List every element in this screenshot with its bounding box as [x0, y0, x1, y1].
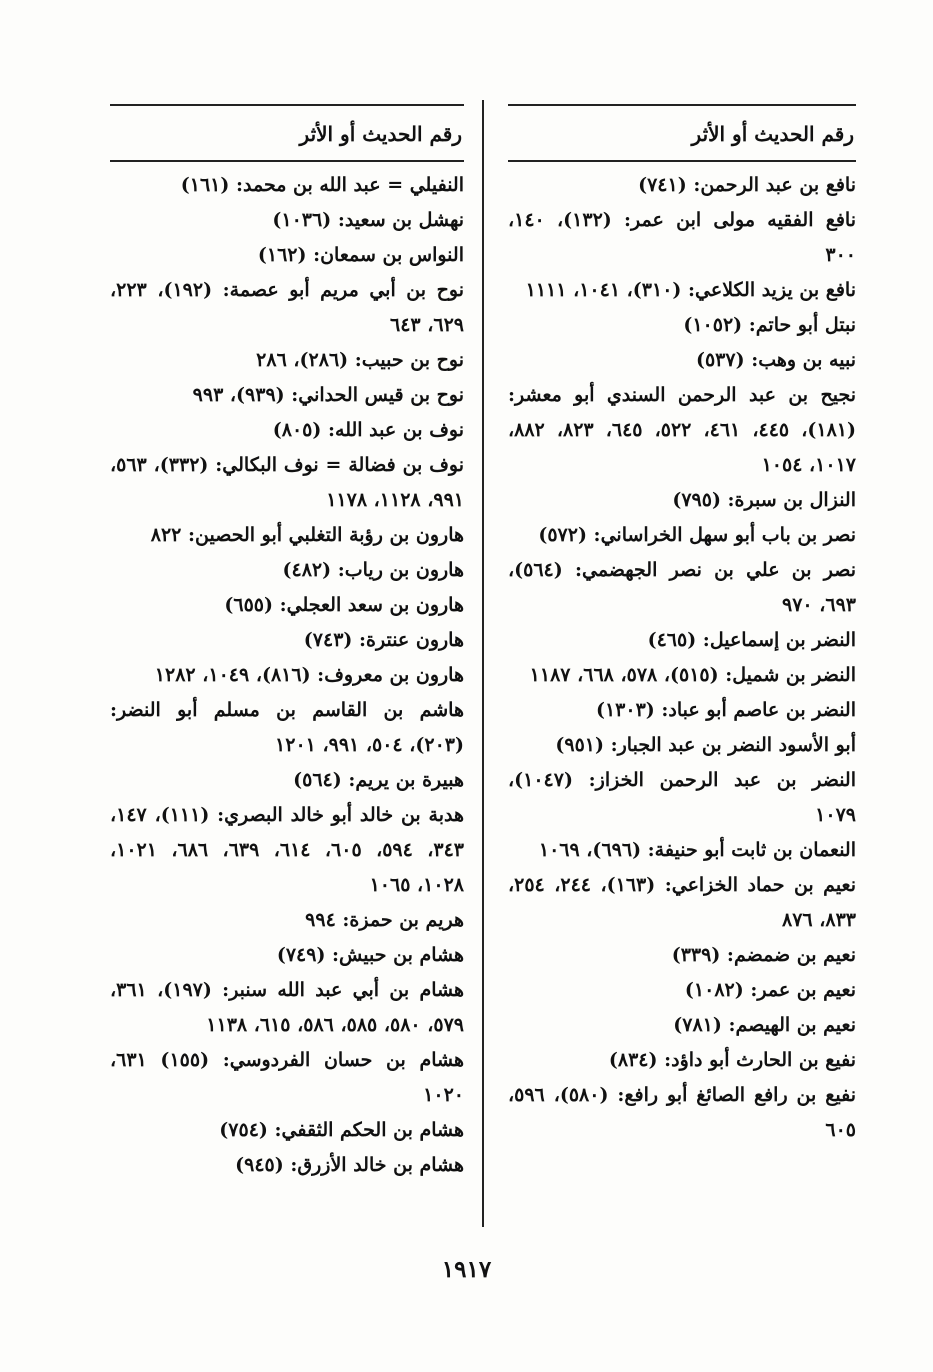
index-entry: نبتل أبو حاتم: (١٠٥٢) [683, 314, 856, 336]
index-entry: نوح بن قيس الحداني: (٩٣٩)، ٩٩٣ [192, 384, 464, 406]
index-entry: هارون عنترة: (٧٤٣) [303, 629, 464, 651]
index-entry: نعيم بن عمر: (١٠٨٢) [684, 979, 856, 1001]
index-entry: هاشم بن القاسم بن مسلم أبو النضر: (٢٠٣)، ٥٠٤، ٩٩١، ١٢٠١ [110, 699, 464, 756]
left-column [110, 100, 464, 1183]
index-entry: هشام بن خالد الأزرق: (٩٤٥) [235, 1154, 464, 1176]
right-column [508, 100, 856, 1148]
index-entry: نوف بن عبد الله: (٨٠٥) [272, 419, 464, 441]
index-entry: نوح بن حبيب: (٢٨٦)، ٢٨٦ [256, 349, 464, 371]
index-entry: نافع بن يزيد الكلاعي: (٣١٠)، ١٠٤١، ١١١١ [525, 279, 856, 301]
index-entry: نعيم بن الهيصم: (٧٨١) [673, 1014, 856, 1036]
index-entry: نهشل بن سعيد: (١٠٣٦) [272, 209, 464, 231]
left-entries [110, 168, 464, 1183]
index-entry: هبيرة بن يريم: (٥٦٤) [293, 769, 464, 791]
index-entry: هارون بن سعد العجلي: (٦٥٥) [224, 594, 464, 616]
index-entry: هارون بن معروف: (٨١٦)، ١٠٤٩، ١٢٨٢ [154, 664, 464, 686]
index-entry: نوف بن فضالة = نوف البكالي: (٣٣٢)، ٥٦٣، ٩٩١، ١١٢٨، ١١٧٨ [110, 454, 464, 511]
index-entry: نعيم بن ضمضم: (٣٣٩) [671, 944, 856, 966]
right-entries [508, 168, 856, 1148]
index-entry: نافع الفقيه مولى ابن عمر: (١٣٢)، ١٤٠، ٣٠٠ [508, 209, 856, 266]
index-entry: نبيه بن وهب: (٥٣٧) [695, 349, 856, 371]
index-entry: النعمان بن ثابت أبو حنيفة: (٦٩٦)، ١٠٦٩ [538, 839, 856, 861]
index-entry: هشام بن حسان الفردوسي: (١٥٥) ٦٣١، ١٠٢٠ [110, 1049, 465, 1106]
index-entry: نافع بن عبد الرحمن: (٧٤١) [638, 174, 856, 196]
index-entry: هشام بن حبيش: (٧٤٩) [276, 944, 464, 966]
index-entry: النفيلي = عبد الله بن محمد: (١٦١) [180, 174, 464, 196]
index-entry: نجيح بن عبد الرحمن السندي أبو معشر: (١٨١)، ٤٤٥، ٤٦١، ٥٢٢، ٦٤٥، ٨٢٣، ٨٨٢، ١٠١٧، ١٠٥٤ [508, 384, 856, 476]
index-entry: هشام بن أبي عبد الله سنبر: (١٩٧)، ٣٦١، ٥٧٩، ٥٨٠، ٥٨٥، ٥٨٦، ٦١٥، ١١٣٨ [110, 979, 464, 1036]
index-entry: النضر بن شميل: (٥١٥)، ٥٧٨، ٦٦٨، ١١٨٧ [529, 664, 856, 686]
page-number: ١٩١٧ [441, 1256, 492, 1283]
index-entry: النواس بن سمعان: (١٦٢) [257, 244, 464, 266]
index-entry: نوح بن أبي مريم أبو عصمة: (١٩٢)، ٢٢٣، ٦٢٩، ٦٤٣ [110, 279, 464, 336]
index-entry: هدبة بن خالد أبو خالد البصري: (١١١)، ١٤٧، ٣٤٣، ٥٩٤، ٦٠٥، ٦١٤، ٦٣٩، ٦٨٦، ١٠٢١، ١٠٢٨، ١٠٦٥ [110, 804, 464, 896]
index-entry: نفيع بن الحارث أبو داؤد: (٨٣٤) [608, 1049, 856, 1071]
left-column-header: رقم الحديث أو الأثر [110, 104, 464, 162]
index-entry: هارون بن رؤبة التغلبي أبو الحصين: ٨٢٢ [150, 524, 464, 546]
index-entry: النضر بن عاصم أبو عباد: (١٣٠٣) [595, 699, 856, 721]
index-entry: نعيم بن حماد الخزاعي: (١٦٣)، ٢٤٤، ٢٥٤، ٨٣٣، ٨٧٦ [508, 874, 857, 931]
index-entry: النضر بن إسماعيل: (٤٦٥) [647, 629, 856, 651]
index-entry: هشام بن الحكم الثقفي: (٧٥٤) [219, 1119, 464, 1141]
column-divider [482, 100, 484, 1227]
index-entry: النزال بن سبرة: (٧٩٥) [672, 489, 856, 511]
index-entry: نفيع بن رافع الصائغ أبو رافع: (٥٨٠)، ٥٩٦، ٦٠٥ [508, 1084, 856, 1141]
index-entry: هارون بن رياب: (٤٨٢) [282, 559, 464, 581]
index-entry: أبو الأسود النضر بن عبد الجبار: (٩٥١) [555, 734, 856, 756]
index-entry: نصر بن علي بن نصر الجهضمي: (٥٦٤)، ٦٩٣، ٩٧٠ [508, 559, 856, 616]
index-entry: هريم بن حمزة: ٩٩٤ [305, 909, 464, 931]
index-entry: النضر بن عبد الرحمن الخزاز: (١٠٤٧)، ١٠٧٩ [508, 769, 856, 826]
right-column-header: رقم الحديث أو الأثر [508, 104, 856, 162]
index-entry: نصر بن باب أبو سهل الخراساني: (٥٧٢) [538, 524, 856, 546]
